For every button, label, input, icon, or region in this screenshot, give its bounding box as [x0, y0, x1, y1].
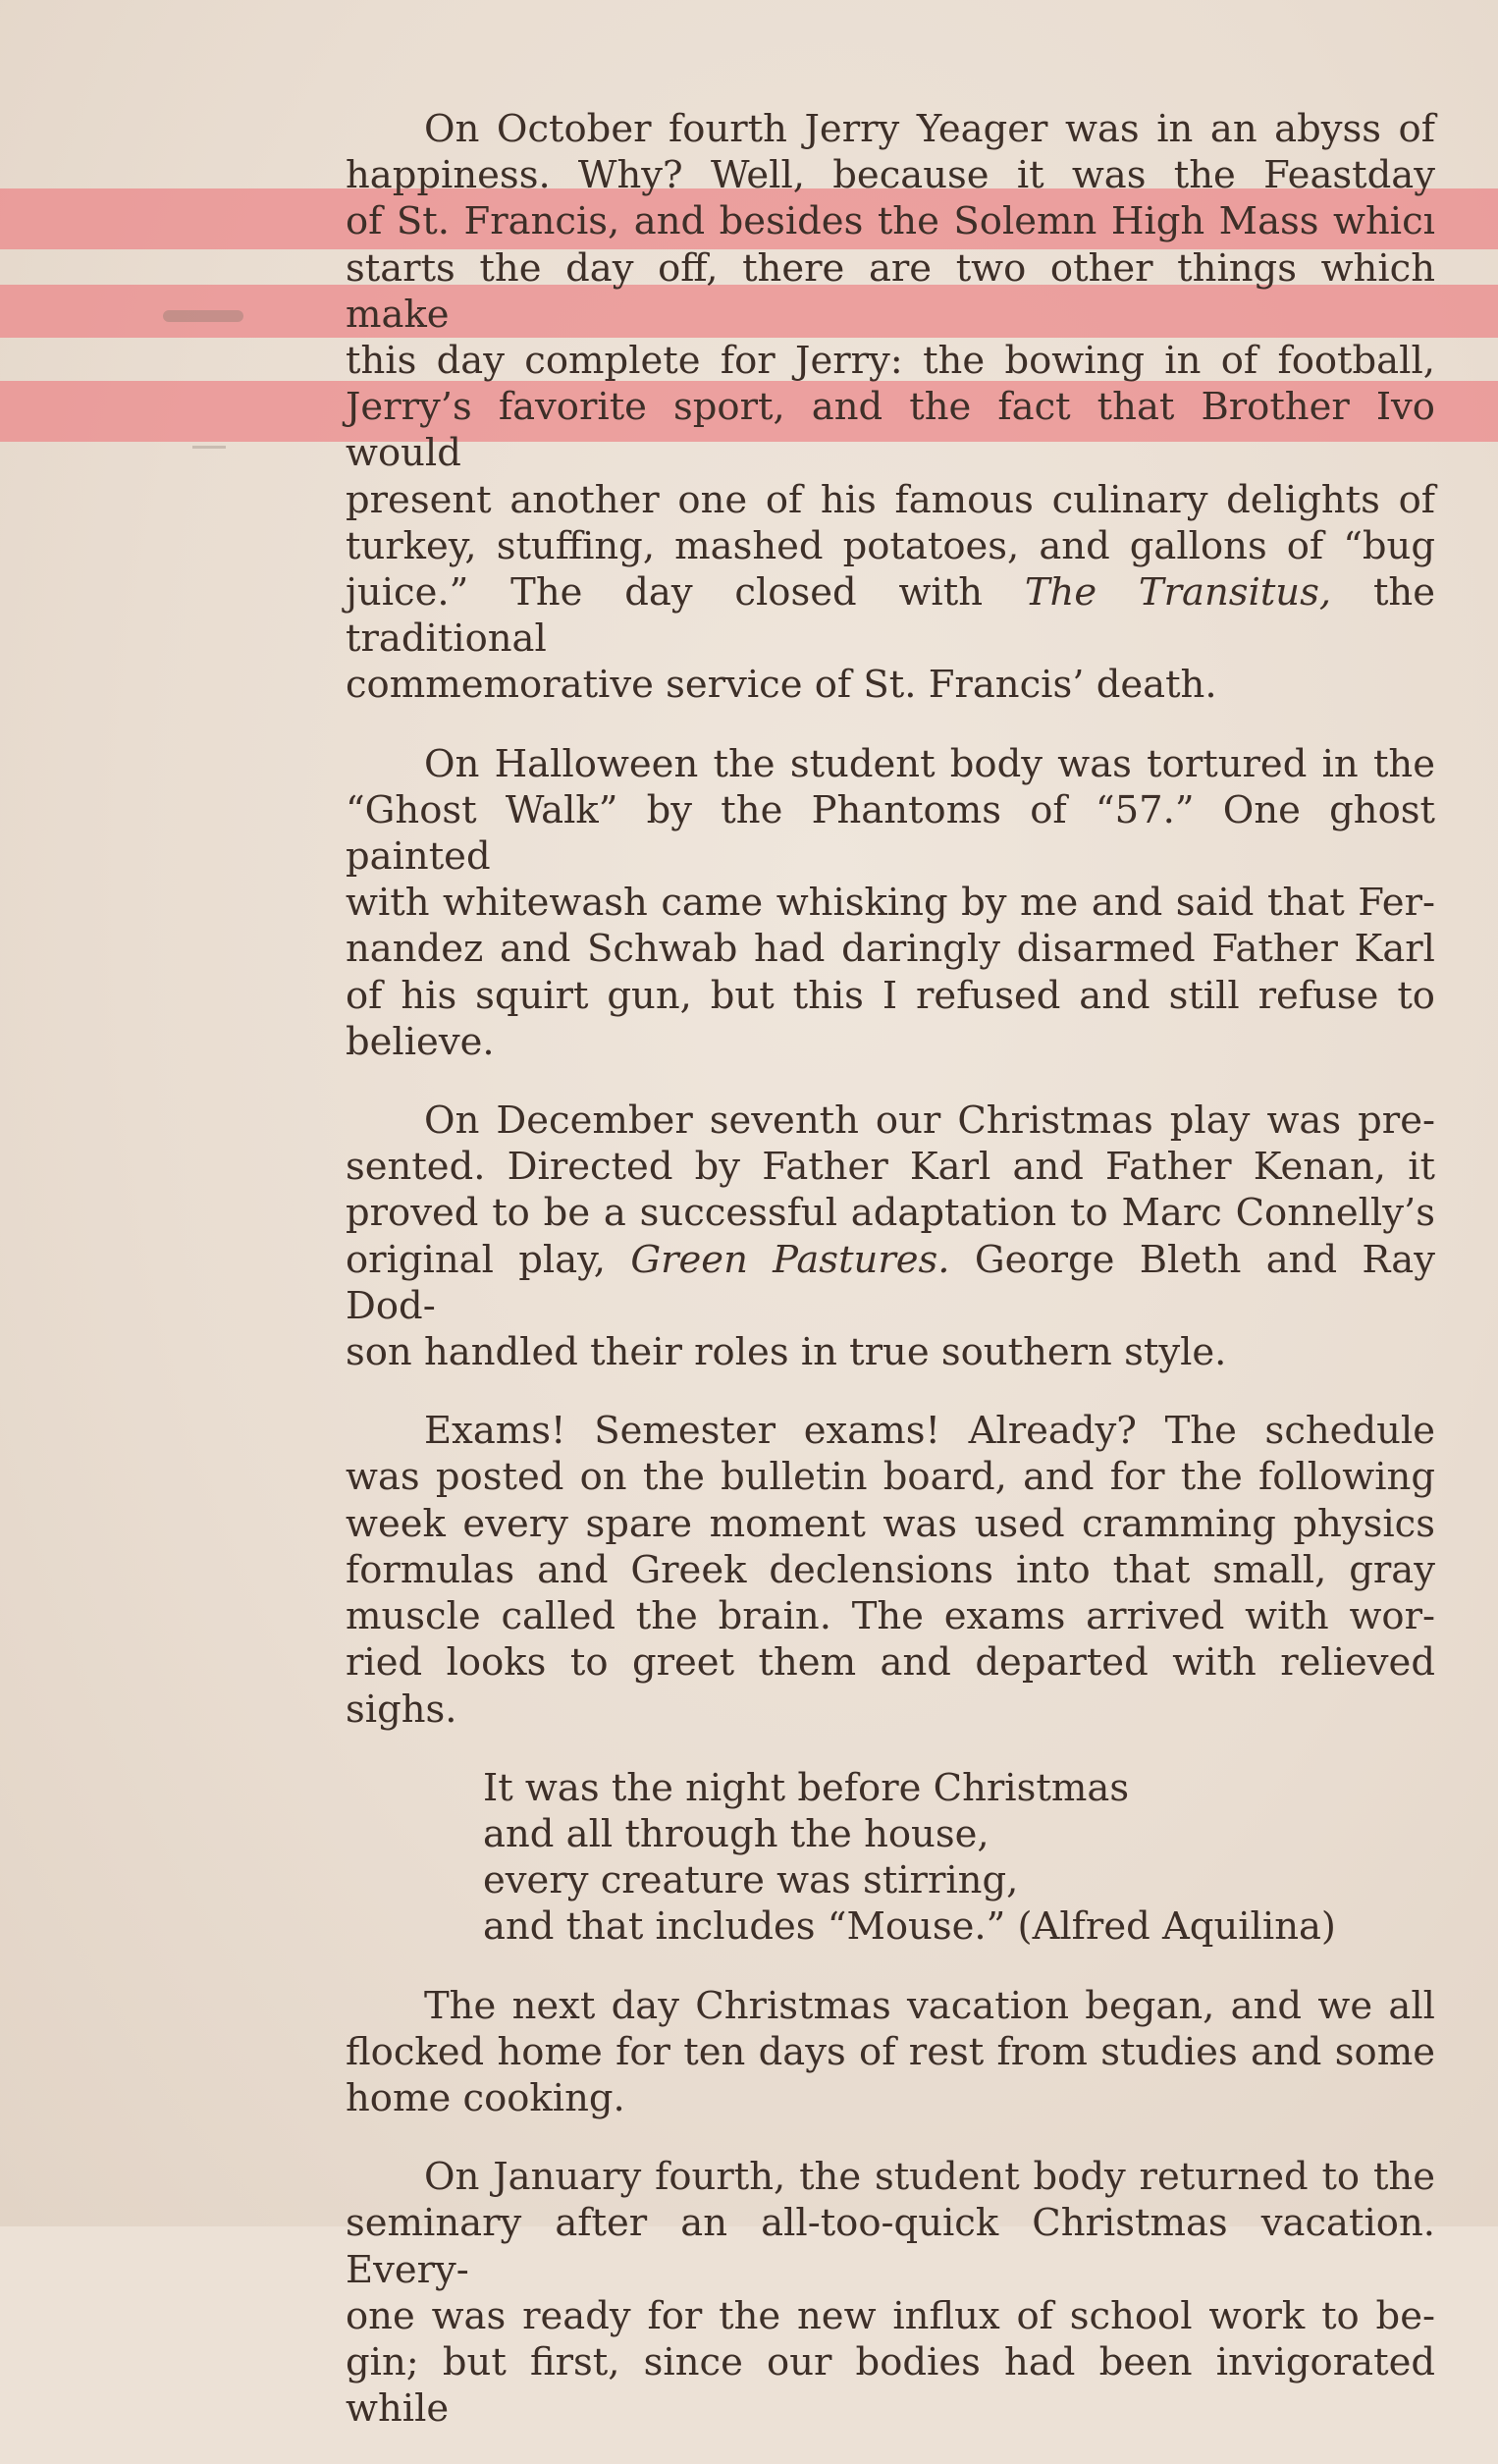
italic-title: Green Pastures. — [630, 1237, 950, 1282]
poem-line: and that includes “Mouse.” (Alfred Aquilina) — [483, 1904, 1336, 1950]
text-line: was posted on the bulletin board, and for the following — [346, 1455, 1435, 1500]
text-line: gin; but first, since our bodies had been invigorated while — [346, 2339, 1435, 2432]
text-line: sented. Directed by Father Karl and Father Kenan, it — [346, 1145, 1435, 1190]
poem-line: It was the night before Christmas — [483, 1765, 1130, 1810]
paragraph-exams — [346, 1408, 1435, 1732]
text-line: of St. Francis, and besides the Solemn High Mass whicı — [346, 199, 1435, 244]
paragraph-vacation — [346, 1983, 1435, 2122]
text-line: The next day Christmas vacation began, and we all — [424, 1983, 1435, 2028]
paragraph-feastday — [346, 106, 1435, 709]
text-line: commemorative service of St. Francis’ death. — [346, 663, 1217, 708]
text-line: muscle called the brain. The exams arrived with wor- — [346, 1594, 1435, 1639]
text-line: week every spare moment was used cramming physics — [346, 1501, 1435, 1546]
text-line: Jerry’s favorite sport, and the fact that Brother Ivo would — [346, 385, 1435, 476]
paragraph-halloween — [346, 741, 1435, 1065]
poem-line: and all through the house, — [483, 1811, 990, 1856]
text-run: the traditional — [346, 570, 1435, 662]
text-line: On January fourth, the student body returned to the — [424, 2155, 1435, 2200]
text-line — [346, 569, 1435, 662]
paragraph-january — [346, 2154, 1435, 2432]
text-line: nandez and Schwab had daringly disarmed Father Karl — [346, 927, 1435, 972]
text-line: home cooking. — [346, 2075, 625, 2120]
text-line: On December seventh our Christmas play was pre- — [424, 1098, 1435, 1144]
paper-smudge — [192, 446, 226, 449]
text-line: proved to be a successful adaptation to Marc Connelly’s — [346, 1191, 1435, 1236]
text-line: flocked home for ten days of rest from studies and some — [346, 2029, 1435, 2074]
paper-smudge — [163, 310, 243, 322]
text-line: formulas and Greek declensions into that small, gray — [346, 1547, 1435, 1592]
text-line: with whitewash came whisking by me and said that Fer- — [346, 881, 1435, 926]
italic-title: The Transitus, — [1024, 570, 1332, 616]
text-line: of his squirt gun, but this I refused and still refuse to — [346, 973, 1435, 1018]
text-line: “Ghost Walk” by the Phantoms of “57.” One ghost painted — [346, 787, 1435, 880]
text-line: Exams! Semester exams! Already? The schedule — [424, 1409, 1435, 1454]
text-line: present another one of his famous culinary delights of — [346, 477, 1435, 522]
text-run: George Bleth and Ray Dod- — [346, 1237, 1435, 1328]
text-line: On Halloween the student body was tortured in the — [424, 741, 1435, 786]
text-line: one was ready for the new influx of school work to be- — [346, 2293, 1435, 2338]
text-run: original play, — [346, 1237, 631, 1282]
text-line: seminary after an all-too-quick Christmas vacation. Every- — [346, 2201, 1435, 2292]
text-line: this day complete for Jerry: the bowing in of football, — [346, 339, 1435, 384]
poem-line: every creature was stirring, — [483, 1858, 1019, 1903]
text-line: believe. — [346, 1019, 495, 1064]
paragraph-christmas-play — [346, 1098, 1435, 1375]
text-line: starts the day off, there are two other things which make — [346, 245, 1435, 337]
text-line: ried looks to greet them and departed with relieved sighs. — [346, 1640, 1435, 1732]
text-line: turkey, stuffing, mashed potatoes, and gallons of “bug — [346, 523, 1435, 568]
text-line: On October fourth Jerry Yeager was in an abyss of — [424, 107, 1435, 151]
body-text — [346, 106, 1435, 2464]
text-line: happiness. Why? Well, because it was the Feastday — [346, 153, 1435, 198]
text-line: son handled their roles in true southern style. — [346, 1330, 1227, 1375]
text-run: juice.” The day closed with — [346, 570, 1025, 616]
poem — [346, 1765, 1435, 1951]
text-line — [346, 1237, 1435, 1329]
